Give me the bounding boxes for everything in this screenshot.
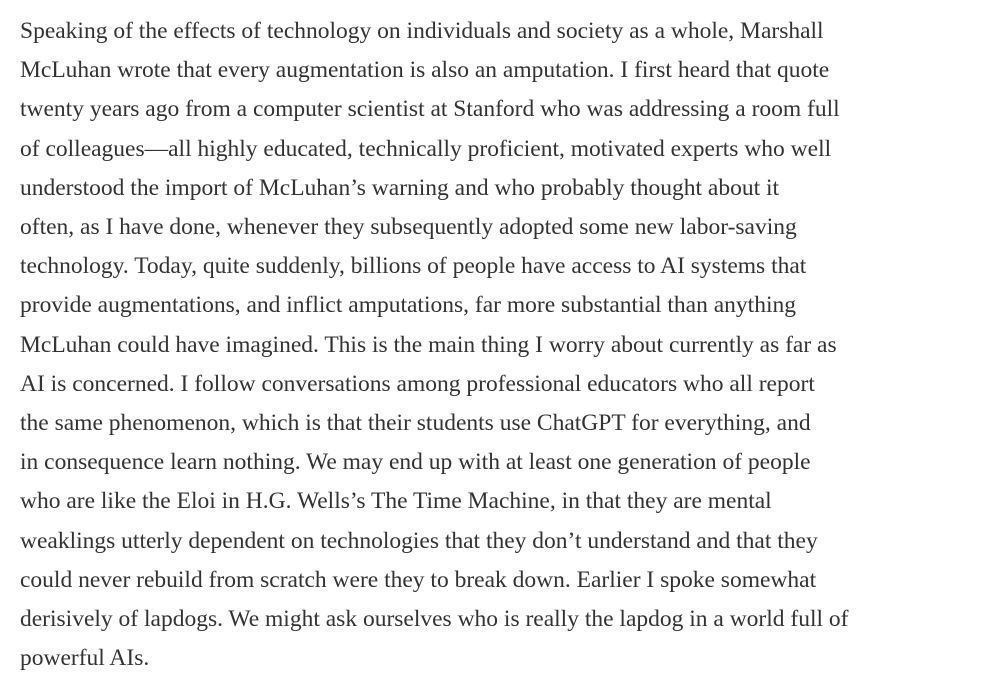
paragraph-line: derisively of lapdogs. We might ask ourselves who is really the lapdog in a world full of: [20, 606, 849, 633]
paragraph-line: of colleagues—all highly educated, technically proficient, motivated experts who well: [20, 135, 832, 162]
paragraph-line: powerful AIs.: [20, 645, 150, 672]
paragraph: [20, 12, 985, 678]
paragraph-line: could never rebuild from scratch were they to break down. Earlier I spoke somewhat: [20, 566, 817, 593]
paragraph-line: technology. Today, quite suddenly, billions of people have access to AI systems that: [20, 253, 807, 280]
paragraph-line: Speaking of the effects of technology on individuals and society as a whole, Marshall: [20, 18, 824, 44]
article-body: [20, 12, 985, 678]
paragraph-line: McLuhan could have imagined. This is the main thing I worry about currently as far as: [20, 331, 837, 358]
paragraph-line: AI is concerned. I follow conversations among professional educators who all report: [20, 370, 815, 397]
paragraph-line: the same phenomenon, which is that their students use ChatGPT for everything, and: [20, 410, 811, 437]
paragraph-line: who are like the Eloi in H.G. Wells’s The Time Machine, in that they are mental: [20, 488, 772, 515]
paragraph-line: understood the import of McLuhan’s warning and who probably thought about it: [20, 174, 780, 201]
paragraph-line: McLuhan wrote that every augmentation is also an amputation. I first heard that quote: [20, 57, 830, 84]
paragraph-line: provide augmentations, and inflict amputations, far more substantial than anything: [20, 292, 796, 319]
paragraph-line: often, as I have done, whenever they subsequently adopted some new labor-saving: [20, 214, 797, 241]
paragraph-line: in consequence learn nothing. We may end up with at least one generation of people: [20, 449, 811, 476]
paragraph-line: weaklings utterly dependent on technologies that they don’t understand and that they: [20, 527, 818, 554]
paragraph-line: twenty years ago from a computer scientist at Stanford who was addressing a room full: [20, 96, 840, 123]
